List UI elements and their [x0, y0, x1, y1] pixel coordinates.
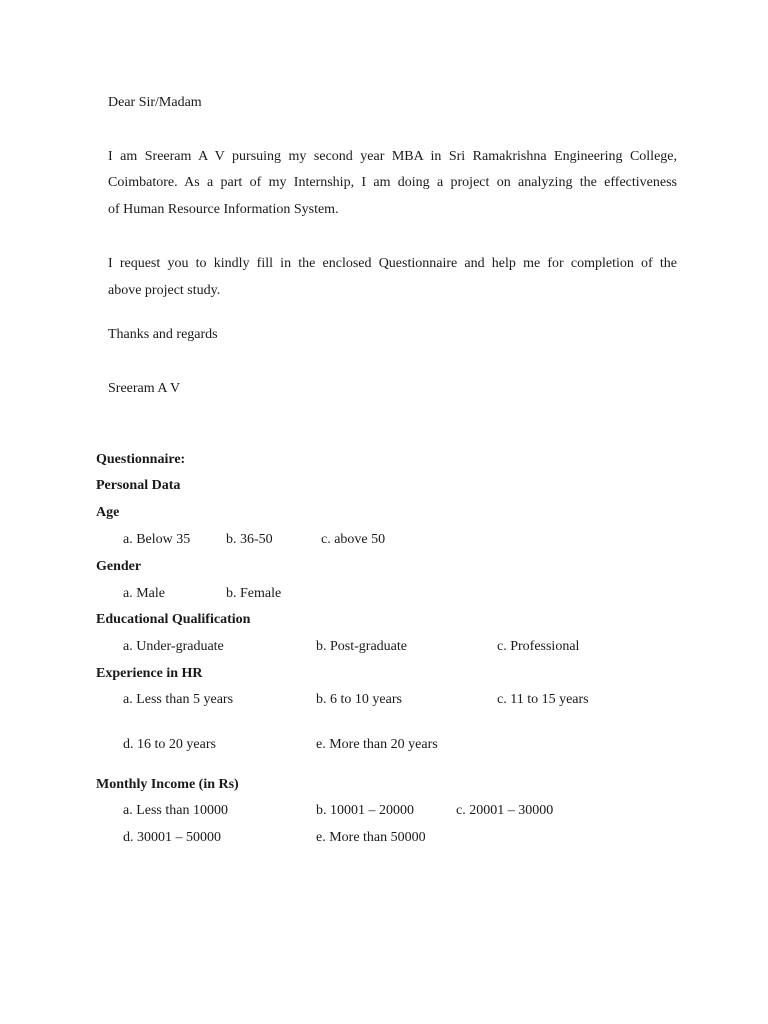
closing: Thanks and regards — [108, 327, 218, 342]
option-education-c: c. Professional — [497, 639, 580, 654]
option-education-b: b. Post-graduate — [316, 639, 407, 654]
letter-line: I am Sreeram A V pursuing my second year MBA in Sri Ramakrishna Engineering College, — [108, 149, 677, 164]
salutation: Dear Sir/Madam — [108, 95, 202, 110]
question-label-income: Monthly Income (in Rs) — [96, 777, 239, 792]
option-age-a: a. Below 35 — [123, 532, 191, 547]
letter-line: of Human Resource Information System. — [108, 202, 339, 217]
option-age-b: b. 36-50 — [226, 532, 273, 547]
letter-line: above project study. — [108, 283, 221, 298]
question-label-experience: Experience in HR — [96, 666, 203, 681]
option-experience-e: e. More than 20 years — [316, 737, 438, 752]
option-education-a: a. Under-graduate — [123, 639, 224, 654]
signature: Sreeram A V — [108, 381, 181, 396]
option-gender-a: a. Male — [123, 586, 165, 601]
option-income-d: d. 30001 – 50000 — [123, 830, 221, 845]
option-experience-c: c. 11 to 15 years — [497, 692, 589, 707]
option-income-a: a. Less than 10000 — [123, 803, 228, 818]
question-label-age: Age — [96, 505, 120, 520]
option-experience-b: b. 6 to 10 years — [316, 692, 402, 707]
section-heading: Personal Data — [96, 478, 181, 493]
option-income-b: b. 10001 – 20000 — [316, 803, 414, 818]
option-income-e: e. More than 50000 — [316, 830, 426, 845]
question-label-gender: Gender — [96, 559, 142, 574]
option-gender-b: b. Female — [226, 586, 282, 601]
option-experience-a: a. Less than 5 years — [123, 692, 234, 707]
question-label-education: Educational Qualification — [96, 612, 251, 627]
option-experience-d: d. 16 to 20 years — [123, 737, 216, 752]
letter-line: I request you to kindly fill in the enclosed Questionnaire and help me for completion of the — [108, 256, 677, 271]
letter-line: Coimbatore. As a part of my Internship, I am doing a project on analyzing the effectiveness — [108, 175, 677, 190]
questionnaire-title: Questionnaire: — [96, 452, 186, 467]
option-age-c: c. above 50 — [321, 532, 386, 547]
option-income-c: c. 20001 – 30000 — [456, 803, 554, 818]
